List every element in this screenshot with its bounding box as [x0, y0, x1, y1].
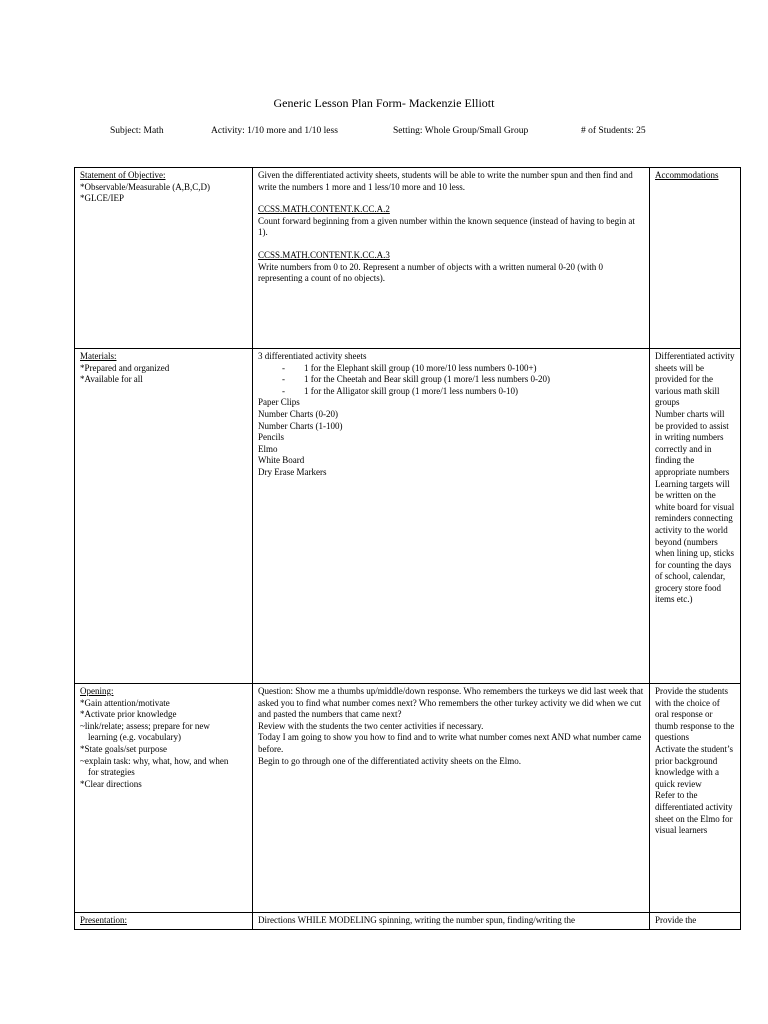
- opening-left-cell: [75, 684, 253, 913]
- accommodation-text: Activate the student’s prior background knowledge with a quick review: [655, 743, 733, 789]
- presentation-text: Directions WHILE MODELING spinning, writing the number spun, finding/writing the: [258, 915, 576, 925]
- opening-left-line: *Clear directions: [80, 778, 142, 789]
- objective-right-cell: [650, 168, 741, 349]
- materials-middle-cell: [253, 349, 650, 684]
- standard-text: Write numbers from 0 to 20. Represent a number of objects with a written numeral 0-20 (with 0 representing a count of no objects).: [258, 261, 604, 284]
- objective-left-line: *Observable/Measurable (A,B,C,D): [80, 181, 210, 192]
- activity-sheet-list: [258, 363, 644, 398]
- accommodation-text: Learning targets will be written on the white board for visual reminders connecting activity to the world beyond (numbers when lining up, sticks for counting the days of school, calendar, grocery store food items etc.): [655, 478, 735, 605]
- accommodation-text: Number charts will be provided to assist in writing numbers correctly and in finding the appropriate numbers: [655, 408, 730, 477]
- objective-intro: Given the differentiated activity sheets, students will be able to write the number spun and then find and write the numbers 1 more and 1 less/10 more and 10 less.: [258, 170, 633, 192]
- objective-middle-cell: [253, 168, 650, 349]
- standard-code: CCSS.MATH.CONTENT.K.CC.A.2: [258, 204, 390, 215]
- presentation-heading: Presentation:: [80, 915, 127, 925]
- list-item: White Board: [258, 455, 305, 466]
- accommodation-text: Refer to the differentiated activity sheet on the Elmo for visual learners: [655, 790, 733, 836]
- accommodation-text: Provide the: [655, 915, 697, 925]
- list-item: - 1 for the Alligator skill group (1 more/1 less numbers 0-10): [282, 385, 518, 396]
- accommodation-text: Provide the students with the choice of oral response or thumb response to the questions: [655, 686, 735, 743]
- activity-label: Activity: 1/10 more and 1/10 less: [211, 126, 338, 136]
- opening-right-cell: [650, 684, 741, 913]
- standard-text: Count forward beginning from a given number within the known sequence (instead of having to begin at 1).: [258, 215, 635, 238]
- presentation-right-cell: [650, 913, 741, 930]
- list-item: - 1 for the Elephant skill group (10 more/10 less numbers 0-100+): [282, 362, 537, 373]
- objective-row: [75, 168, 741, 349]
- opening-middle-cell: [253, 684, 650, 913]
- opening-left-line: learning (e.g. vocabulary): [88, 732, 181, 743]
- opening-left-line: ~explain task: why, what, how, and when: [80, 755, 229, 766]
- lesson-plan-table: [74, 167, 741, 930]
- opening-left-line: ~link/relate; assess; prepare for new: [80, 720, 210, 731]
- opening-paragraph: Begin to go through one of the differentiated activity sheets on the Elmo.: [258, 755, 522, 766]
- document-title: Generic Lesson Plan Form- Mackenzie Elliott: [273, 96, 495, 110]
- presentation-left-cell: [75, 913, 253, 930]
- materials-left-line: *Available for all: [80, 374, 143, 385]
- list-item: Number Charts (0-20): [258, 408, 338, 419]
- objective-left-cell: [75, 168, 253, 349]
- materials-left-line: *Prepared and organized: [80, 362, 170, 373]
- materials-list: [258, 397, 644, 478]
- opening-row: [75, 684, 741, 913]
- presentation-middle-cell: [253, 913, 650, 930]
- subject-label: Subject: Math: [110, 126, 164, 136]
- materials-row: [75, 349, 741, 684]
- materials-left-cell: [75, 349, 253, 684]
- list-item: Dry Erase Markers: [258, 466, 327, 477]
- opening-paragraph: Question: Show me a thumbs up/middle/down response. Who remembers the turkeys we did last week that asked you to find what number comes next? Who remembers the other turkey activity we did when we cut and pasted the numbers that came next?: [258, 686, 644, 720]
- presentation-row: [75, 913, 741, 930]
- list-item: Number Charts (1-100): [258, 420, 343, 431]
- opening-left-line: *State goals/set purpose: [80, 743, 167, 754]
- opening-left-line: *Activate prior knowledge: [80, 709, 177, 720]
- opening-paragraph: Review with the students the two center activities if necessary.: [258, 720, 484, 731]
- materials-intro: 3 differentiated activity sheets: [258, 351, 367, 361]
- objective-heading: Statement of Objective:: [80, 170, 166, 180]
- standard-code: CCSS.MATH.CONTENT.K.CC.A.3: [258, 249, 390, 260]
- materials-right-cell: [650, 349, 741, 684]
- list-item: Elmo: [258, 443, 278, 454]
- opening-paragraph: Today I am going to show you how to find and to write what number comes next AND what number came before.: [258, 732, 642, 754]
- list-item: Pencils: [258, 432, 284, 443]
- materials-heading: Materials:: [80, 351, 117, 361]
- opening-heading: Opening:: [80, 686, 114, 696]
- accommodations-heading: Accommodations: [655, 170, 719, 180]
- students-label: # of Students: 25: [581, 126, 646, 136]
- opening-left-line: for strategies: [88, 767, 135, 778]
- setting-label: Setting: Whole Group/Small Group: [393, 126, 529, 136]
- list-item: - 1 for the Cheetah and Bear skill group (1 more/1 less numbers 0-20): [282, 374, 550, 385]
- objective-left-line: *GLCE/IEP: [80, 193, 124, 204]
- accommodation-text: Differentiated activity sheets will be provided for the various math skill groups: [655, 351, 735, 408]
- opening-left-line: *Gain attention/motivate: [80, 697, 170, 708]
- list-item: Paper Clips: [258, 397, 300, 408]
